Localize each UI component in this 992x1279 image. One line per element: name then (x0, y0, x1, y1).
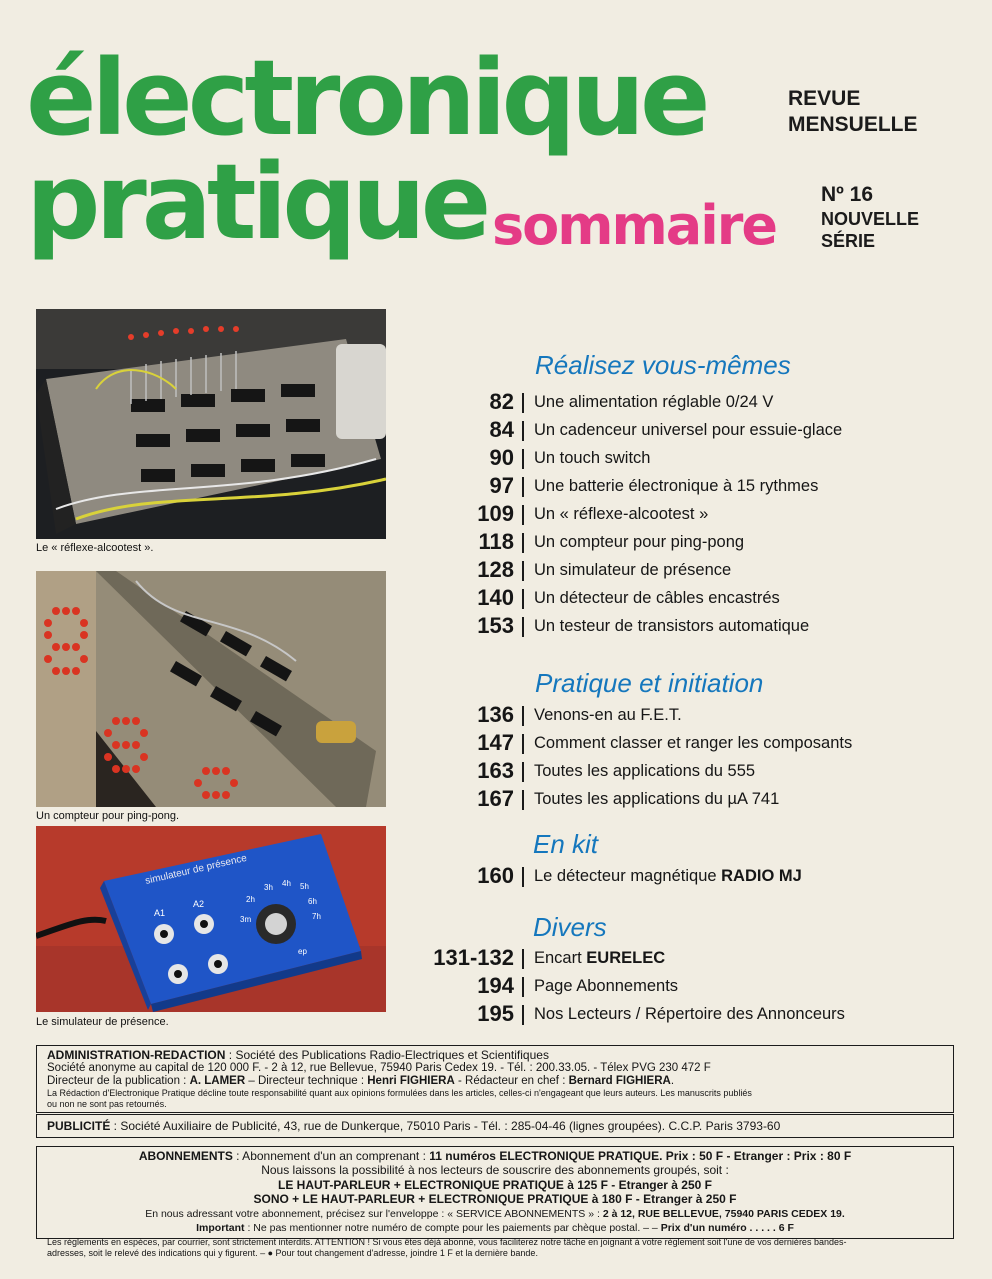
photo-caption-1: Le « réflexe-alcootest ». (36, 542, 154, 554)
toc-article-title: Un cadenceur universel pour essuie-glace (534, 421, 843, 439)
svg-text:3m: 3m (240, 915, 252, 924)
toc-page-number: 118 (478, 529, 514, 554)
svg-text:7h: 7h (312, 912, 321, 921)
publicite-box (36, 1114, 954, 1138)
abonnements-box (36, 1146, 954, 1258)
toc-row (395, 944, 895, 972)
svg-text:4h: 4h (282, 879, 291, 888)
toc-page-number: 195 (477, 1001, 514, 1026)
toc-article-title: Un touch switch (534, 449, 651, 467)
toc-pratique (395, 701, 895, 813)
toc-divider (522, 706, 524, 726)
section-title-pratique: Pratique et initiation (535, 668, 764, 698)
admin-line-3: Directeur de la publication : A. LAMER – Directeur technique : Henri FIGHIERA - Rédacteur en chef : Bernard FIGHIERA. (47, 1075, 675, 1087)
toc-article-title: Venons-en au F.E.T. (534, 706, 682, 724)
toc-divider (522, 734, 524, 754)
toc-divider (522, 421, 524, 441)
toc-page-number: 84 (489, 417, 514, 442)
toc-article-title: Une batterie électronique à 15 rythmes (534, 477, 819, 495)
administration-box (36, 1045, 954, 1113)
serie-text: SÉRIE (821, 231, 876, 251)
toc-article-title: Nos Lecteurs / Répertoire des Annonceurs (534, 1005, 845, 1023)
toc-page-number: 97 (489, 473, 514, 498)
toc-divider (522, 617, 524, 637)
photo-caption-3: Le simulateur de présence. (36, 1016, 169, 1028)
admin-line-2: Société anonyme au capital de 120 000 F. - 2 à 12, rue Bellevue, 75940 Paris Cedex 19. - Tél. : 200.33.05. - Télex PVG 230 472 F (47, 1062, 711, 1074)
section-title-realisez: Réalisez vous-mêmes (535, 350, 791, 380)
revue-text: REVUE (788, 87, 861, 110)
nouvelle-text: NOUVELLE (821, 209, 920, 229)
magazine-title-line2: pratique (26, 141, 487, 263)
toc-page-number: 131-132 (433, 945, 514, 970)
toc-row (395, 556, 895, 584)
section-title-enkit: En kit (533, 829, 599, 859)
abo-line-3: LE HAUT-PARLEUR + ELECTRONIQUE PRATIQUE à 125 F - Etranger à 250 F (278, 1177, 712, 1192)
toc-article-title: Un simulateur de présence (534, 561, 732, 579)
toc-row (395, 757, 895, 785)
toc-article-title: Encart EURELEC (534, 949, 666, 967)
toc-page-number: 140 (477, 585, 514, 610)
toc-page-number: 82 (489, 389, 514, 414)
toc-row (395, 444, 895, 472)
toc-article-title: Le détecteur magnétique RADIO MJ (534, 867, 802, 885)
toc-article-title: Une alimentation réglable 0/24 V (534, 393, 774, 411)
toc-article-title: Comment classer et ranger les composants (534, 734, 853, 752)
toc-divider (522, 449, 524, 469)
mensuelle-text: MENSUELLE (788, 113, 918, 136)
toc-row (395, 528, 895, 556)
issue-label (821, 182, 919, 252)
toc-article-title: Toutes les applications du 555 (534, 762, 756, 780)
box-label-text: simulateur de présence (144, 852, 248, 887)
toc-row (395, 972, 895, 1000)
toc-divider (522, 477, 524, 497)
admin-line-1: ADMINISTRATION-REDACTION : Société des Publications Radio-Electriques et Scientifiques (47, 1048, 549, 1062)
toc-row (395, 862, 895, 890)
section-title-divers: Divers (533, 912, 607, 942)
sommaire-heading: sommaire (492, 194, 776, 257)
abo-line-6: Important : Ne pas mentionner notre numéro de compte pour les paiements par chèque postal. – – Prix d'un numéro . . . . . 6 F (196, 1222, 794, 1235)
blue-box-photo (36, 826, 386, 1012)
toc-article-title: Un « réflexe-alcootest » (534, 505, 709, 523)
toc-row (395, 729, 895, 757)
toc-page-number: 194 (477, 973, 514, 998)
admin-line-5: ou non ne sont pas retournés. (47, 1098, 167, 1109)
toc-divider (522, 505, 524, 525)
toc-article-title: Page Abonnements (534, 977, 679, 995)
revue-label (788, 86, 918, 138)
photo-caption-2: Un compteur pour ping-pong. (36, 810, 180, 822)
toc-divider (522, 977, 524, 997)
magazine-title-line1: électronique (26, 37, 706, 159)
toc-page-number: 153 (477, 613, 514, 638)
toc-row (395, 584, 895, 612)
toc-page-number: 160 (477, 863, 514, 888)
toc-page-number: 163 (477, 758, 514, 783)
toc-divider (522, 1005, 524, 1025)
abo-line-4: SONO + LE HAUT-PARLEUR + ELECTRONIQUE PRATIQUE à 180 F - Etranger à 250 F (253, 1192, 737, 1207)
svg-text:A1: A1 (154, 908, 166, 918)
toc-enkit (395, 862, 895, 890)
toc-article-title: Un testeur de transistors automatique (534, 617, 810, 635)
abo-line-7: Les règlements en espèces, par courrier, sont strictement interdits. ATTENTION ! Si vous êtes déjà abonné, vous faciliterez notre tâche en joignant à votre règlement soit l'une de vos dernières bandes- (47, 1237, 847, 1248)
led-display-photo (36, 571, 386, 807)
abo-line-5: En nous adressant votre abonnement, précisez sur l'enveloppe : « SERVICE ABONNEMENTS » : 2 à 12, RUE BELLEVUE, 75940 PARIS CEDEX 19. (145, 1207, 845, 1220)
toc-row (395, 785, 895, 813)
toc-row (395, 388, 895, 416)
toc-row (395, 416, 895, 444)
issue-number: Nº 16 (821, 183, 874, 206)
svg-text:ep: ep (298, 947, 307, 956)
toc-divider (522, 561, 524, 581)
svg-text:3h: 3h (264, 883, 273, 892)
toc-page-number: 90 (489, 445, 514, 470)
toc-page-number: 109 (477, 501, 514, 526)
toc-page-number: 147 (477, 730, 514, 755)
circuit-board-photo (36, 309, 386, 539)
toc-row (395, 701, 895, 729)
toc-divider (522, 393, 524, 413)
svg-text:A2: A2 (193, 899, 205, 909)
toc-divider (522, 533, 524, 553)
abo-line-8: adresses, soit le relevé des indications qui y figurent. – ● Pour tout changement d'adresse, joindre 1 F et la dernière bande. (47, 1247, 538, 1258)
toc-row (395, 500, 895, 528)
abo-line-1: ABONNEMENTS : Abonnement d'un an comprenant : 11 numéros ELECTRONIQUE PRATIQUE. Prix : 50 F - Etranger : Prix : 80 F (138, 1149, 852, 1163)
toc-page-number: 136 (477, 702, 514, 727)
abo-line-2: Nous laissons la possibilité à nos lecteurs de souscrire des abonnements groupés, soit : (261, 1163, 729, 1178)
toc-divers (395, 944, 895, 1028)
toc-row (395, 612, 895, 640)
toc-row (395, 1000, 895, 1028)
toc-page-number: 167 (477, 786, 514, 811)
admin-line-4: La Rédaction d'Electronique Pratique décline toute responsabilité quant aux opinions formulées dans les articles, celles-ci n'engageant que leurs auteurs. Les manuscrits publiés (47, 1088, 752, 1098)
toc-divider (522, 867, 524, 887)
toc-divider (522, 790, 524, 810)
toc-page-number: 128 (477, 557, 514, 582)
toc-divider (522, 589, 524, 609)
publicite-line: PUBLICITÉ : Société Auxiliaire de Publicité, 43, rue de Dunkerque, 75010 Paris - Tél. : 285-04-46 (lignes groupées). C.C.P. Paris 3793-60 (47, 1119, 781, 1133)
toc-divider (522, 762, 524, 782)
toc-divider (522, 949, 524, 969)
toc-article-title: Un détecteur de câbles encastrés (534, 589, 780, 607)
svg-text:5h: 5h (300, 882, 309, 891)
toc-realisez (395, 388, 895, 640)
svg-text:6h: 6h (308, 897, 317, 906)
svg-text:2h: 2h (246, 895, 255, 904)
toc-article-title: Un compteur pour ping-pong (534, 533, 745, 551)
toc-article-title: Toutes les applications du µA 741 (534, 790, 780, 808)
toc-row (395, 472, 895, 500)
